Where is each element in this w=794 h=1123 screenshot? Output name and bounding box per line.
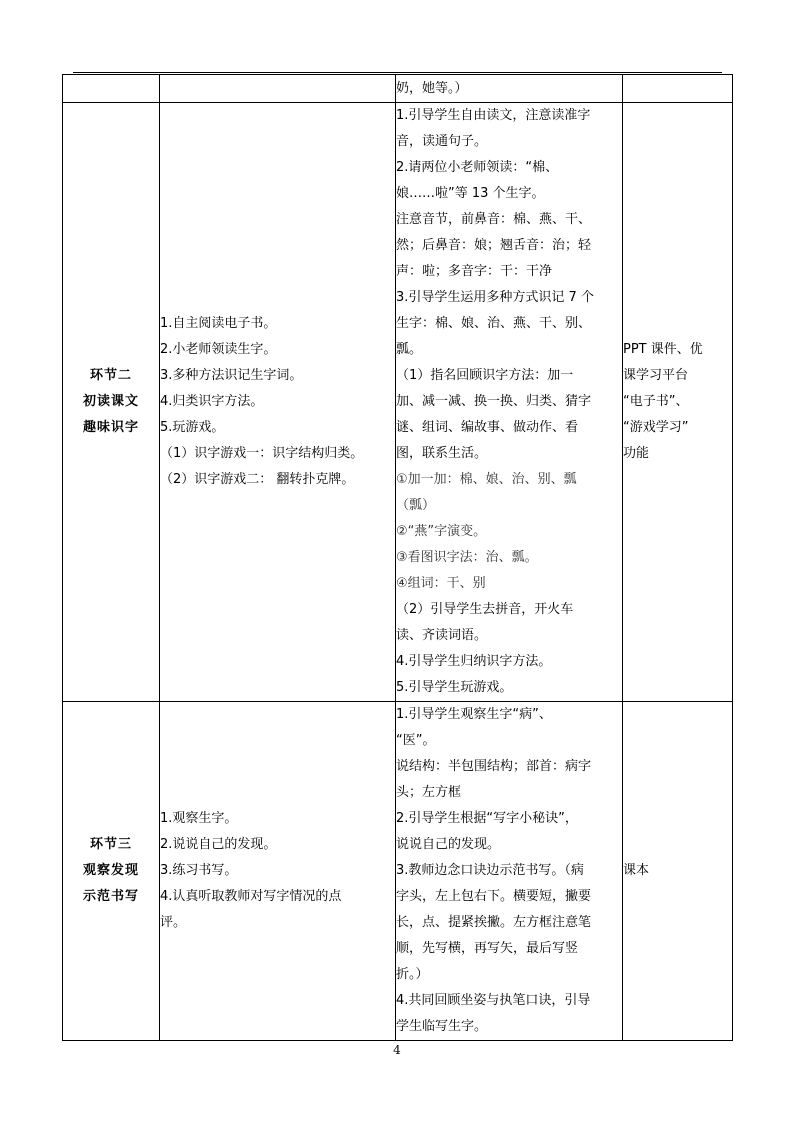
table-row-continuation xyxy=(63,75,733,103)
teacher-activity-cell xyxy=(396,75,623,103)
stage-label: 环节三 xyxy=(89,837,132,852)
teacher-activity-cell xyxy=(396,702,623,1041)
stage-cell xyxy=(63,702,160,1041)
text-line: （2）识字游戏二： 翻转扑克牌。 xyxy=(160,472,355,487)
text-line: 声：啦；多音字：干：干净 xyxy=(396,264,553,279)
text-line: （2）引导学生去拼音，开火车 xyxy=(396,602,574,617)
text-line: 说结构：半包围结构；部首：病字 xyxy=(396,759,592,774)
text-line: 图，联系生活。 xyxy=(396,446,488,461)
header-rule xyxy=(73,72,722,73)
text-line: 然；后鼻音：娘；翘舌音：治；轻 xyxy=(396,238,592,253)
text-line: 3.多种方法识记生字词。 xyxy=(160,368,303,383)
text-line: 1.观察生字。 xyxy=(160,811,238,826)
stage-label: 趣味识字 xyxy=(82,420,139,435)
text-line: 学生临写生字。 xyxy=(396,1019,488,1034)
text-line: 长，点、提紧挨撇。左方框注意笔 xyxy=(396,915,592,930)
text-line: （1）识字游戏一：识字结构归类。 xyxy=(160,446,364,461)
text-line: 4.归类识字方法。 xyxy=(160,394,264,409)
text-line: “电子书”、 xyxy=(623,394,689,409)
text-line: 课本 xyxy=(623,863,650,878)
resources-cell xyxy=(623,75,733,103)
text-line: 3.练习书写。 xyxy=(160,863,238,878)
text-line: 瓢。 xyxy=(396,342,423,357)
stage-cell xyxy=(63,103,160,702)
text-line: 音，读通句子。 xyxy=(396,134,488,149)
text-line: 娘……啦”等 13 个生字。 xyxy=(396,186,545,201)
text-line: 谜、组词、编故事、做动作、看 xyxy=(396,420,579,435)
text-line: （1）指名回顾识字方法：加一 xyxy=(396,368,574,383)
table-row-stage-3 xyxy=(63,702,733,1041)
text-line: 2.引导学生根据“写字小秘诀”， xyxy=(396,811,578,826)
text-line: 2.小老师领读生字。 xyxy=(160,342,277,357)
text-line: PPT 课件、优 xyxy=(623,342,703,357)
stage-label: 观察发现 xyxy=(82,863,139,878)
student-activity-cell xyxy=(160,103,396,702)
text-line: 折。） xyxy=(396,967,429,982)
text-line: ③看图识字法：治、瓢。 xyxy=(396,550,538,565)
student-activity-cell xyxy=(160,702,396,1041)
resources-cell xyxy=(623,103,733,702)
student-activity-cell xyxy=(160,75,396,103)
text-line: 2.请两位小老师领读：“棉、 xyxy=(396,160,559,175)
text-line: 注意音节，前鼻音：棉、燕、干、 xyxy=(396,212,592,227)
stage-cell xyxy=(63,75,160,103)
stage-label: 环节二 xyxy=(89,368,132,383)
text-line: ④组词：干、别 xyxy=(396,576,486,591)
text-line: 字头，左上包右下。横要短，撇要 xyxy=(396,889,592,904)
text-line: “游戏学习” xyxy=(623,420,689,435)
lesson-plan-table xyxy=(62,74,733,1041)
text-line: 4.引导学生归纳识字方法。 xyxy=(396,654,552,669)
text-line: 5.玩游戏。 xyxy=(160,420,225,435)
text-line: 顺，先写横，再写矢，最后写竖 xyxy=(396,941,579,956)
text-line: 2.说说自己的发现。 xyxy=(160,837,277,852)
text-line: 4.认真听取教师对写字情况的点 xyxy=(160,889,342,904)
text-line: 3.教师边念口诀边示范书写。（病 xyxy=(396,863,584,878)
stage-label: 初读课文 xyxy=(82,394,139,409)
stage-label: 示范书写 xyxy=(82,889,139,904)
text-line: （瓢） xyxy=(396,498,436,513)
table-row-stage-2 xyxy=(63,103,733,702)
text-line: 课学习平台 xyxy=(623,368,689,383)
text-line: 1.引导学生观察生字“病”、 xyxy=(396,707,552,722)
text-line: 1.引导学生自由读文，注意读准字 xyxy=(396,108,591,123)
text-line: 加、减一减、换一换、归类、猜字 xyxy=(396,394,592,409)
text-line: ①加一加：棉、娘、治、别、瓢 xyxy=(396,472,577,487)
text-line: 1.自主阅读电子书。 xyxy=(160,316,277,331)
text-line: 评。 xyxy=(160,915,187,930)
text-line: ②“燕”字演变。 xyxy=(396,524,487,539)
text-line: 5.引导学生玩游戏。 xyxy=(396,680,513,695)
text-line: 奶，她等。） xyxy=(396,80,468,96)
resources-cell xyxy=(623,702,733,1041)
text-line: 3.引导学生运用多种方式识记 7 个 xyxy=(396,290,594,305)
text-line: 头；左方框 xyxy=(396,785,462,800)
teacher-activity-cell xyxy=(396,103,623,702)
text-line: 说说自己的发现。 xyxy=(396,837,501,852)
text-line: “医”。 xyxy=(396,733,436,748)
page-number: 4 xyxy=(393,1043,401,1057)
text-line: 读、齐读词语。 xyxy=(396,628,488,643)
text-line: 4.共同回顾坐姿与执笔口诀，引导 xyxy=(396,993,591,1008)
text-line: 功能 xyxy=(623,446,650,461)
text-line: 生字：棉、娘、治、燕、干、别、 xyxy=(396,316,592,331)
